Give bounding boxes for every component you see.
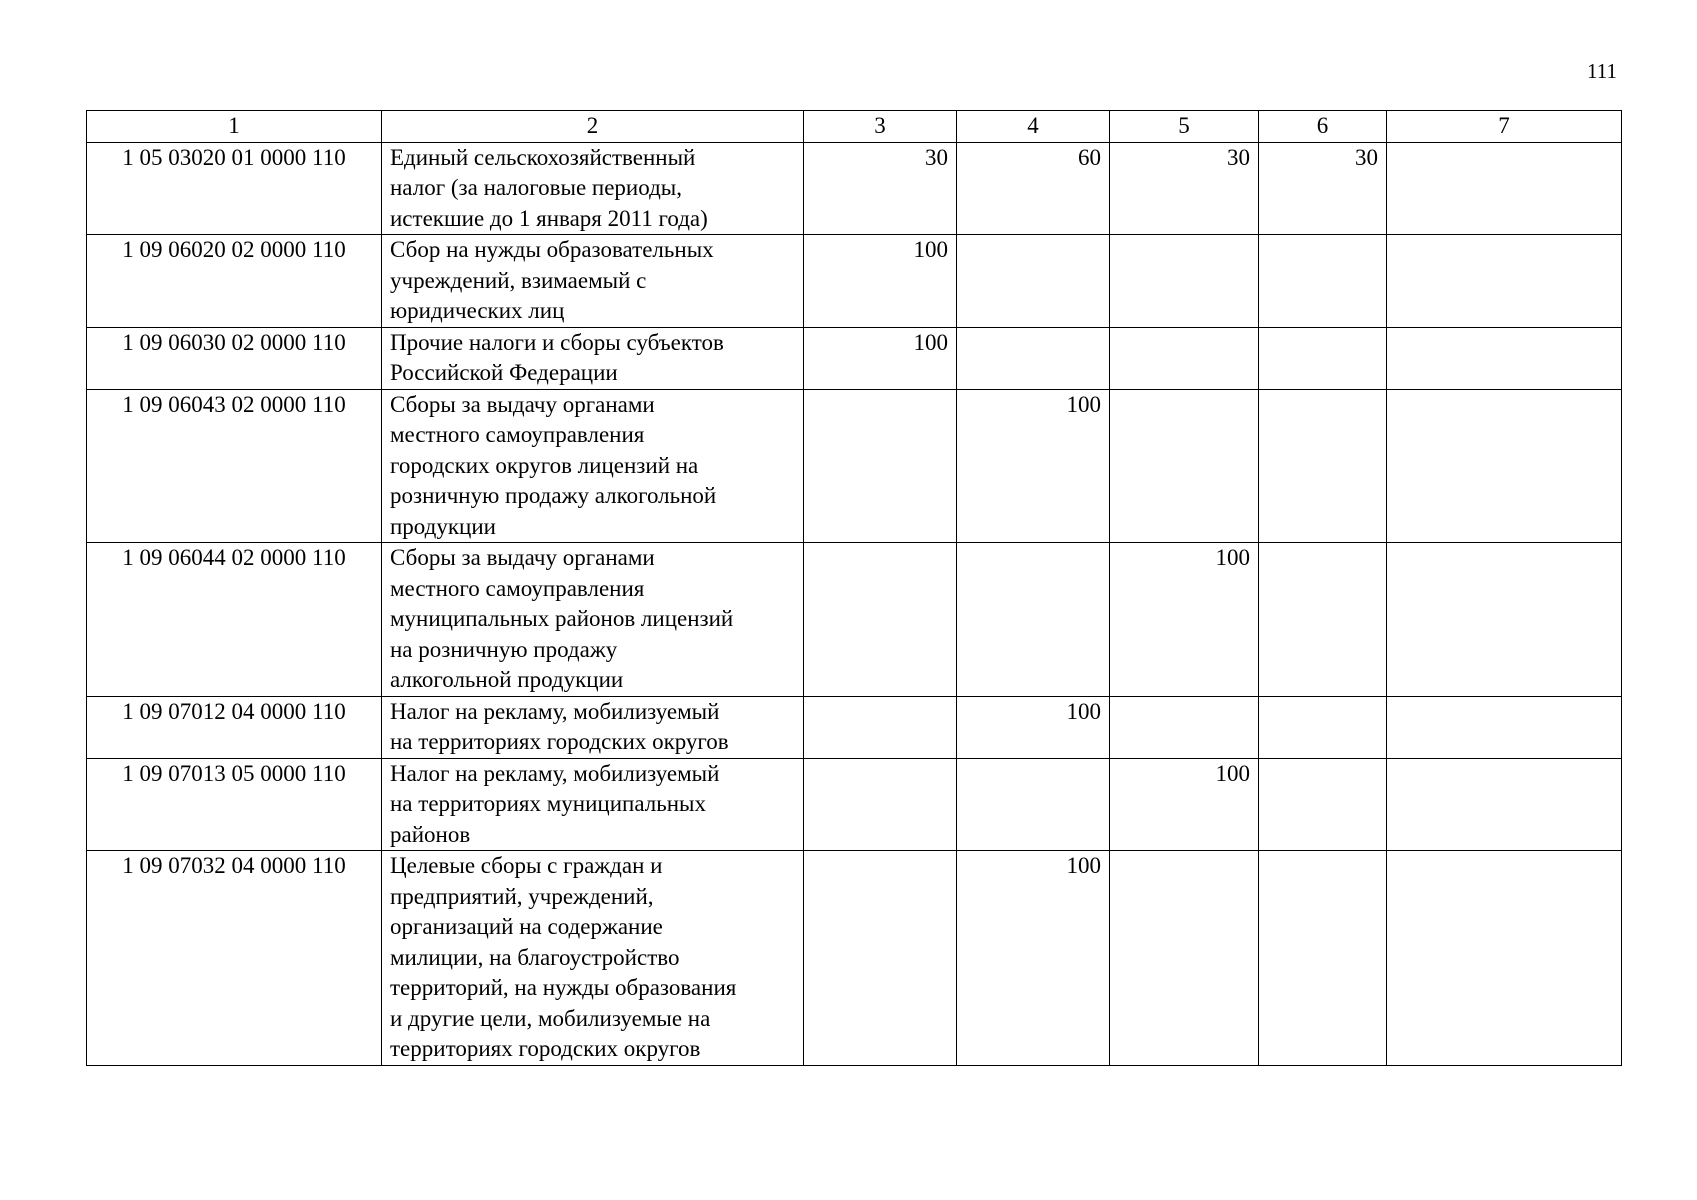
budget-code-cell: 1 09 07032 04 0000 110: [87, 851, 382, 1066]
percent-cell-col7: [1387, 327, 1622, 389]
column-header: 7: [1387, 111, 1622, 143]
revenue-name-cell: [382, 543, 804, 697]
column-header: 6: [1259, 111, 1387, 143]
revenue-name-line: Единый сельскохозяйственный: [390, 144, 696, 170]
revenue-name-cell: [382, 327, 804, 389]
budget-code-cell: 1 09 07012 04 0000 110: [87, 696, 382, 758]
revenue-name-line: учреждений, взимаемый с: [390, 267, 647, 293]
percent-cell-col4: 100: [957, 851, 1110, 1066]
revenue-name-line: территориях городских округов: [390, 1036, 701, 1061]
revenue-name-cell: [382, 851, 804, 1066]
table-row: [87, 851, 1622, 1066]
column-header: 4: [957, 111, 1110, 143]
percent-cell-col4: 100: [957, 389, 1110, 543]
percent-cell-col5: 30: [1110, 142, 1259, 235]
revenue-name-line: продукции: [390, 513, 496, 539]
header-row: [87, 111, 1622, 143]
percent-cell-col7: [1387, 851, 1622, 1066]
budget-code-cell: 1 05 03020 01 0000 110: [87, 142, 382, 235]
budget-code-cell: 1 09 06043 02 0000 110: [87, 389, 382, 543]
revenue-name-line: милиции, на благоустройство: [390, 944, 680, 970]
revenue-name-line: на розничную продажу: [390, 636, 618, 662]
percent-cell-col7: [1387, 696, 1622, 758]
percent-cell-col4: [957, 758, 1110, 851]
revenue-name-line: налог (за налоговые периоды,: [390, 175, 682, 200]
revenue-name-line: и другие цели, мобилизуемые на: [390, 1005, 711, 1031]
revenue-name-line: предприятий, учреждений,: [390, 883, 654, 909]
revenue-name-line: Сбор на нужды образовательных: [390, 237, 714, 262]
percent-cell-col5: [1110, 327, 1259, 389]
budget-code-cell: 1 09 06030 02 0000 110: [87, 327, 382, 389]
column-header: 3: [804, 111, 957, 143]
percent-cell-col3: 100: [804, 235, 957, 328]
column-header: 1: [87, 111, 382, 143]
table-row: [87, 389, 1622, 543]
budget-code-cell: 1 09 07013 05 0000 110: [87, 758, 382, 851]
percent-cell-col7: [1387, 543, 1622, 697]
percent-cell-col5: 100: [1110, 543, 1259, 697]
percent-cell-col7: [1387, 142, 1622, 235]
percent-cell-col6: [1259, 758, 1387, 851]
revenue-name-line: алкогольной продукции: [390, 667, 624, 692]
percent-cell-col6: [1259, 851, 1387, 1066]
percent-cell-col4: [957, 543, 1110, 697]
percent-cell-col3: [804, 851, 957, 1066]
revenue-name-line: истекшие до 1 января 2011 года): [390, 205, 708, 231]
percent-cell-col3: [804, 543, 957, 697]
percent-cell-col3: [804, 696, 957, 758]
revenue-name-line: Налог на рекламу, мобилизуемый: [390, 698, 720, 724]
revenue-name-line: организаций на содержание: [390, 914, 663, 939]
revenue-name-line: Сборы за выдачу органами: [390, 545, 655, 570]
revenue-name-line: городских округов лицензий на: [390, 452, 699, 478]
percent-cell-col3: [804, 389, 957, 543]
revenue-name-line: территорий, на нужды образования: [390, 975, 737, 1000]
revenue-name-line: на территориях муниципальных: [390, 791, 706, 816]
percent-cell-col7: [1387, 389, 1622, 543]
revenue-name-cell: [382, 389, 804, 543]
budget-code-cell: 1 09 06020 02 0000 110: [87, 235, 382, 328]
revenue-name-cell: [382, 142, 804, 235]
revenue-name-line: Российской Федерации: [390, 360, 618, 385]
percent-cell-col5: [1110, 851, 1259, 1066]
percent-cell-col3: 30: [804, 142, 957, 235]
percent-cell-col6: [1259, 235, 1387, 328]
column-header: 2: [382, 111, 804, 143]
table-header: [87, 111, 1622, 143]
percent-cell-col6: [1259, 327, 1387, 389]
percent-cell-col3: 100: [804, 327, 957, 389]
revenue-name-line: местного самоуправления: [390, 575, 645, 601]
revenue-name-line: районов: [390, 821, 471, 847]
table-row: [87, 696, 1622, 758]
table-row: [87, 543, 1622, 697]
budget-code-cell: 1 09 06044 02 0000 110: [87, 543, 382, 697]
percent-cell-col6: [1259, 696, 1387, 758]
percent-cell-col5: [1110, 235, 1259, 328]
revenue-name-line: Налог на рекламу, мобилизуемый: [390, 760, 720, 786]
revenue-name-line: местного самоуправления: [390, 422, 645, 447]
percent-cell-col7: [1387, 758, 1622, 851]
table-row: [87, 758, 1622, 851]
revenue-name-cell: [382, 696, 804, 758]
budget-table: [86, 110, 1622, 1066]
revenue-name-cell: [382, 235, 804, 328]
table-row: [87, 327, 1622, 389]
page-number: 111: [1587, 59, 1617, 83]
revenue-name-line: Сборы за выдачу органами: [390, 391, 655, 417]
percent-cell-col4: 60: [957, 142, 1110, 235]
percent-cell-col6: 30: [1259, 142, 1387, 235]
percent-cell-col4: [957, 235, 1110, 328]
percent-cell-col3: [804, 758, 957, 851]
table-row: [87, 235, 1622, 328]
table-body: [87, 142, 1622, 1065]
revenue-name-line: юридических лиц: [390, 298, 565, 323]
percent-cell-col6: [1259, 389, 1387, 543]
revenue-name-line: Целевые сборы с граждан и: [390, 853, 663, 878]
percent-cell-col6: [1259, 543, 1387, 697]
table-row: [87, 142, 1622, 235]
revenue-name-line: Прочие налоги и сборы субъектов: [390, 329, 724, 355]
revenue-name-line: розничную продажу алкогольной: [390, 483, 717, 508]
percent-cell-col7: [1387, 235, 1622, 328]
revenue-name-cell: [382, 758, 804, 851]
percent-cell-col4: [957, 327, 1110, 389]
column-header: 5: [1110, 111, 1259, 143]
revenue-name-line: на территориях городских округов: [390, 729, 729, 754]
percent-cell-col5: [1110, 696, 1259, 758]
percent-cell-col5: 100: [1110, 758, 1259, 851]
revenue-name-line: муниципальных районов лицензий: [390, 606, 734, 631]
percent-cell-col4: 100: [957, 696, 1110, 758]
percent-cell-col5: [1110, 389, 1259, 543]
